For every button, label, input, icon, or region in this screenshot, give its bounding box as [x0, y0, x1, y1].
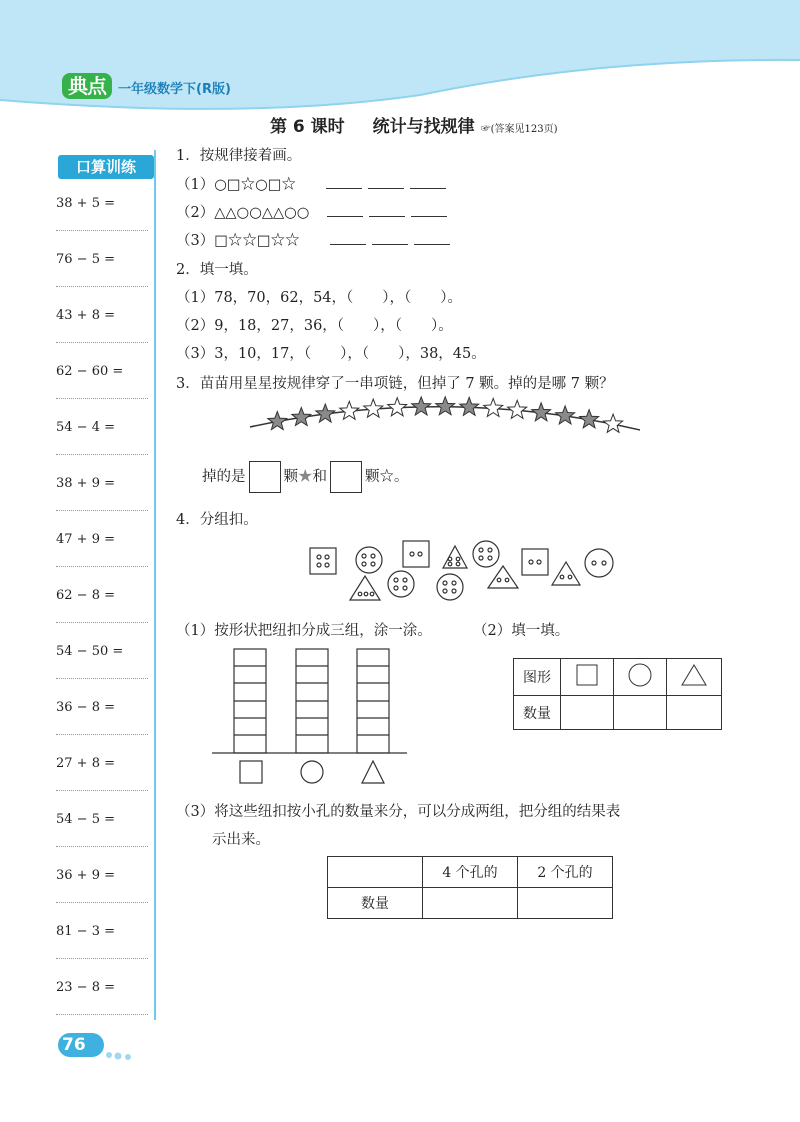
drill-item: 76 − 5 =: [56, 252, 115, 267]
triangle-button: [443, 546, 467, 568]
outline-star-icon: [388, 398, 407, 416]
circle-icon: [614, 659, 667, 696]
filled-star-icon: [580, 410, 599, 428]
count-cell[interactable]: [667, 696, 722, 730]
answer-line: [56, 342, 148, 343]
circle-icon: [301, 761, 323, 783]
shape-count-table: [513, 658, 722, 730]
answer-line: [56, 902, 148, 903]
count-cell[interactable]: [423, 888, 518, 919]
answer-line: [56, 790, 148, 791]
drill-item: 54 − 5 =: [56, 812, 115, 827]
answer-line: [56, 734, 148, 735]
answer-line: [56, 678, 148, 679]
filled-star-icon: [460, 397, 479, 415]
answer-line: [56, 454, 148, 455]
square-icon: [240, 761, 262, 783]
answer-blank[interactable]: [326, 174, 362, 189]
lesson-name: 统计与找规律: [372, 117, 475, 137]
square-icon: [561, 659, 614, 696]
answer-box[interactable]: [249, 461, 281, 493]
answer-line: [56, 510, 148, 511]
brand-logo: [62, 70, 231, 99]
sidebar-divider: [154, 150, 156, 1020]
drill-item: 36 − 8 =: [56, 700, 115, 715]
drill-item: 47 + 9 =: [56, 532, 115, 547]
answer-line: [56, 1014, 148, 1015]
answer-blank[interactable]: [411, 202, 447, 217]
filled-star-icon: ★: [298, 469, 313, 485]
q3-answer: 掉的是 颗★和 颗☆。: [202, 461, 409, 493]
col-header: 4 个孔的: [423, 857, 518, 888]
drill-item: 43 + 8 =: [56, 308, 115, 323]
answer-line: [56, 846, 148, 847]
count-cell[interactable]: [561, 696, 614, 730]
drill-item: 62 − 8 =: [56, 588, 115, 603]
q4-title: 4．分组扣。: [176, 512, 258, 528]
outline-star-icon: [508, 400, 527, 418]
drill-item: 54 − 4 =: [56, 420, 115, 435]
filled-star-icon: [532, 403, 551, 421]
drill-item: 27 + 8 =: [56, 756, 115, 771]
hole-count-table: [327, 856, 613, 919]
triangle-button: [552, 562, 580, 585]
answer-line: [56, 230, 148, 231]
count-cell[interactable]: [614, 696, 667, 730]
answer-line: [56, 398, 148, 399]
q1-item-1: （1）○□☆○□☆: [176, 174, 446, 195]
q1-item-2: （2）△△○○△△○○: [176, 202, 447, 223]
answer-blank[interactable]: [330, 230, 366, 245]
row-label: 图形: [514, 659, 561, 696]
circle-button: [437, 574, 463, 600]
row-label: 数量: [328, 888, 423, 919]
blank-header: [328, 857, 423, 888]
drill-item: 54 − 50 =: [56, 644, 124, 659]
necklace-illustration: [245, 395, 645, 450]
answer-line: [56, 958, 148, 959]
circle-button: [473, 541, 499, 567]
q2-title: 2．填一填。: [176, 262, 258, 278]
row-label: 数量: [514, 696, 561, 730]
triangle-icon: [667, 659, 722, 696]
page-number: 76: [62, 1035, 86, 1055]
q4-sub2: （2）填一填。: [473, 623, 570, 639]
q3-title: 3．苗苗用星星按规律穿了一串项链，但掉了 7 颗。掉的是哪 7 颗？: [176, 376, 614, 392]
pattern-sequence: □☆☆□☆☆: [214, 233, 300, 249]
decor-bubbles: [104, 1048, 134, 1062]
answer-blank[interactable]: [410, 174, 446, 189]
answer-blank[interactable]: [327, 202, 363, 217]
book-subtitle: 一年级数学下(R版): [118, 82, 231, 97]
drill-item: 62 − 60 =: [56, 364, 124, 379]
q4-sub3-line1: （3）将这些纽扣按小孔的数量来分，可以分成两组，把分组的结果表: [176, 804, 621, 820]
q1-item-3: （3）□☆☆□☆☆: [176, 230, 450, 251]
pattern-sequence: △△○○△△○○: [214, 205, 310, 221]
triangle-button: [350, 576, 380, 600]
answer-blank[interactable]: [372, 230, 408, 245]
lesson-title: [270, 112, 557, 137]
answer-blank[interactable]: [369, 202, 405, 217]
triangle-button: [488, 566, 518, 588]
answer-reference: ☞(答案见123页): [480, 124, 558, 135]
coloring-columns[interactable]: [212, 645, 407, 785]
triangle-icon: [362, 761, 384, 783]
drill-item: 23 − 8 =: [56, 980, 115, 995]
answer-line: [56, 622, 148, 623]
answer-blank[interactable]: [368, 174, 404, 189]
drill-item: 81 − 3 =: [56, 924, 115, 939]
filled-star-icon: [556, 406, 575, 424]
filled-star-icon: [412, 397, 431, 415]
circle-button: [388, 571, 414, 597]
filled-star-icon: [316, 404, 335, 422]
answer-blank[interactable]: [414, 230, 450, 245]
filled-star-icon: [268, 412, 287, 430]
q4-sub1: （1）按形状把纽扣分成三组，涂一涂。: [176, 623, 432, 639]
square-button: [522, 549, 548, 575]
lesson-number: 第 6 课时: [270, 117, 345, 137]
outline-star-icon: [340, 401, 359, 419]
filled-star-icon: [292, 408, 311, 426]
square-button: [403, 541, 429, 567]
drill-item: 38 + 5 =: [56, 196, 115, 211]
q4-sub3-line2: 示出来。: [212, 832, 270, 848]
q1-title: 1．按规律接着画。: [176, 148, 302, 164]
logo-text: 典点: [62, 73, 112, 99]
answer-line: [56, 566, 148, 567]
outline-star-icon: [604, 414, 623, 432]
answer-line: [56, 286, 148, 287]
filled-star-icon: [436, 397, 455, 415]
q2-item-2: （2）9，18，27，36，（ ），（ ）。: [176, 318, 453, 334]
square-button: [310, 548, 336, 574]
q2-item-1: （1）78，70，62，54，（ ），（ ）。: [176, 290, 463, 306]
buttons-illustration: [300, 532, 620, 607]
outline-star-icon: [484, 398, 503, 416]
drill-item: 36 + 9 =: [56, 868, 115, 883]
col-header: 2 个孔的: [518, 857, 613, 888]
q2-item-3: （3）3，10，17，（ ），（ ），38，45。: [176, 346, 486, 362]
outline-star-icon: [364, 399, 383, 417]
circle-button: [585, 549, 613, 577]
circle-button: [356, 547, 382, 573]
count-cell[interactable]: [518, 888, 613, 919]
answer-box[interactable]: [330, 461, 362, 493]
pattern-sequence: ○□☆○□☆: [214, 177, 296, 193]
drill-item: 38 + 9 =: [56, 476, 115, 491]
sidebar-title: 口算训练: [58, 155, 154, 179]
